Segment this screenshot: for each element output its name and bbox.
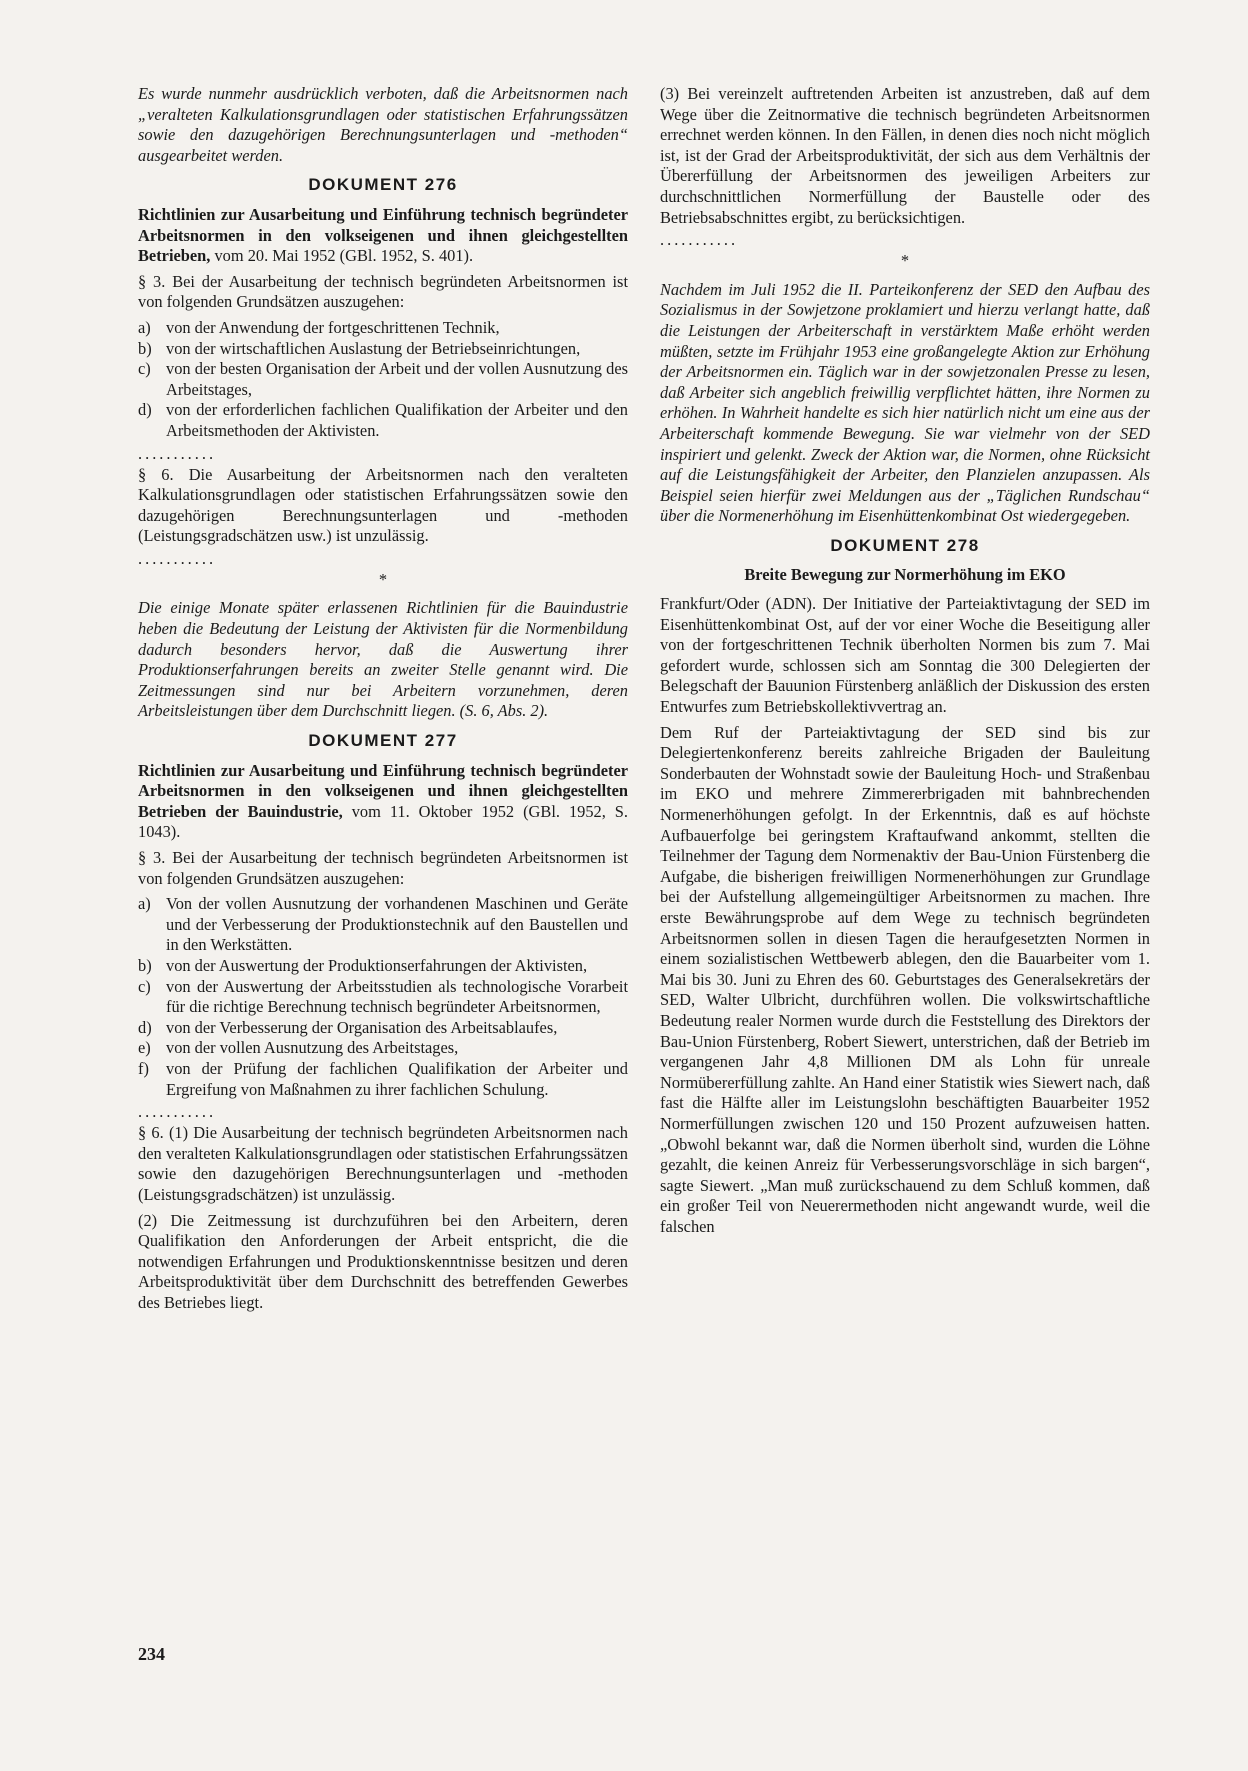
ellipsis-separator: ........... (660, 230, 739, 250)
ellipsis-separator: ........... (138, 1102, 217, 1122)
doc277-s3-list (138, 894, 628, 1100)
doc276-title (138, 205, 628, 267)
heading-dokument-277: DOKUMENT 277 (308, 731, 458, 751)
left-column (138, 84, 628, 1318)
list-item: b) von der wirtschaftlichen Auslastung der Betriebseinrichtungen, (138, 338, 581, 358)
doc278-paragraph-2: Dem Ruf der Parteiaktivtagung der SED sind bis zur Delegiertenkonferenz bereits zahlreiche Brigaden der Bauleitung Sonderbauten der Wohnstadt sowie der Bauleitung Hoch- und Straßenbau im EKO und mehrere Zimmererbrigaden mit bahnbrechenden Normenerhöhungen gefolgt. In der Erkenntnis, daß es auf höchste Aufbauerfolge bei geringstem Kraftaufwand ankommt, stellten die Teilnehmer der Tagung dem Normenaktiv der Bau-Union Fürstenberg die Aufgabe, die bisherigen freiwilligen Normenerhöhungen zur Grundlage bei der Aufstellung allgemeingültiger Arbeitsnormen zu machen. Ihre erste Bewährungsprobe auf dem Wege zu technisch begründeten Arbeitsnormen sollen in diesen Tagen die heraufgesetzten Normen in einem sozialistischen Wettbewerb ablegen, den die Bauarbeiter vom 1. Mai bis 30. Juni zu Ehren des 60. Geburtstages des Generalsekretärs der SED, Walter Ulbricht, durchführen wollen. Die volkswirtschaftliche Bedeutung realer Normen wurde durch die Feststellung des Direktors der Bau-Union Fürstenberg, Robert Siewert, unterstrichen, daß der Betrieb im vergangenen Jahr 4,8 Millionen DM als Lohn für unreale Normübererfüllung zahlte. An Hand einer Statistik wies Siewert nach, daß fast die Hälfte aller im Leistungslohn beschäftigten Bauarbeiter 1952 Normerfüllungen zwischen 120 und 150 Prozent aufzuweisen hatten. „Obwohl bekannt war, daß die Normen überholt sind, wurden die Löhne gezahlt, die keinen Anreiz für Verbesserungsvorschläge in sich bargen“, sagte Siewert. „Man muß zurückschauend zu dem Schluß kommen, daß ein großer Teil von Neuerermethoden nicht angewandt wurde, weil die falschen (660, 722, 1150, 1236)
doc277-s6-2: (2) Die Zeitmessung ist durchzuführen bei den Arbeitern, deren Qualifikation den Anforderungen der Arbeit entspricht, die die notwendigen Erfahrungen und Produktionskenntnisse besitzen und deren Arbeitsproduktivität über dem Durchschnitt des betreffenden Gewerbes des Betriebes liegt. (138, 1210, 628, 1312)
ellipsis-separator: ........... (138, 548, 217, 568)
doc276-s3-list (138, 318, 628, 442)
doc276-title-bold: Richtlinien zur Ausarbeitung und Einführung technisch begründeter Arbeitsnormen in den volkseigenen und ihnen gleichgestellten Betrieben, (138, 204, 628, 266)
page-number: 234 (138, 1644, 165, 1664)
section-asterisk: * (378, 569, 388, 589)
list-item: c) von der Auswertung der Arbeitsstudien als technologische Vorarbeit für die richtige Berechnung technisch begründeter Arbeitsnormen, (138, 976, 628, 1017)
ellipsis-separator: ........... (138, 443, 217, 463)
list-item: e) von der vollen Ausnutzung des Arbeitstages, (138, 1038, 459, 1058)
doc277-title-bold: Richtlinien zur Ausarbeitung und Einführung technisch begründeter Arbeitsnormen in den volkseigenen und ihnen gleichgestellten Betrieben der Bauindustrie, (138, 760, 628, 821)
doc278-subtitle: Breite Bewegung zur Normerhöhung im EKO (744, 565, 1066, 585)
doc277-s6-3: (3) Bei vereinzelt auftretenden Arbeiten ist anzustreben, daß auf dem Wege über die Zeitnormative die technisch begründeten Arbeitsnormen errechnet werden können. In den Fällen, in denen dies noch nicht möglich ist, ist der Grad der Arbeitsproduktivität, der sich aus dem Verhältnis der Übererfüllung der Arbeitsnormen des jeweiligen Arbeiters zur durchschnittlichen Normerfüllung der Baustelle oder des Betriebsabschnittes ergibt, zu berücksichtigen. (660, 84, 1150, 227)
list-item: f) von der Prüfung der fachlichen Qualifikation der Arbeiter und Ergreifung von Maßnahmen zu ihrer fachlichen Schulung. (138, 1058, 628, 1099)
list-item: a) von der Anwendung der fortgeschrittenen Technik, (138, 317, 500, 337)
doc278-paragraph-1: Frankfurt/Oder (ADN). Der Initiative der Parteiaktivtagung der SED im Eisenhüttenkombinat Ost, auf der vor einer Woche die Beseitigung aller von der fortgeschrittenen Technik überholten Normen bis zum 7. Mai gefordert wurde, schlossen sich am Sonntag die 300 Delegierten der Belegschaft der Bauunion Fürstenberg anläßlich der Diskussion des ersten Entwurfes zum Betriebskollektivvertrag an. (660, 594, 1150, 717)
doc277-s6-1: § 6. (1) Die Ausarbeitung der technisch begründeten Arbeitsnormen nach den veralteten Kalkulationsgrundlagen oder statistischen Erfahrungssätzen sowie den dazugehörigen Berechnungsunterlagen und -methoden (Leistungsgradschätzen) ist unzulässig. (138, 1123, 628, 1204)
list-item: a) Von der vollen Ausnutzung der vorhandenen Maschinen und Geräte und der Verbesserung der Produktionstechnik auf den Baustellen und in den Werkstätten. (138, 894, 628, 955)
section-asterisk: * (900, 251, 910, 271)
doc276-title-rest: vom 20. Mai 1952 (GBl. 1952, S. 401). (210, 246, 474, 266)
list-item: b) von der Auswertung der Produktionserfahrungen der Aktivisten, (138, 955, 588, 975)
list-item: d) von der Verbesserung der Organisation des Arbeitsablaufes, (138, 1017, 558, 1037)
doc277-s3-intro: § 3. Bei der Ausarbeitung der technisch begründeten Arbeitsnormen ist von folgenden Grundsätzen auszugehen: (138, 848, 628, 888)
doc276-s6: § 6. Die Ausarbeitung der Arbeitsnormen nach den veralteten Kalkulationsgrundlagen oder statistischen Erfahrungssätzen sowie den dazugehörigen Berechnungsunterlagen und -methoden (Leistungsgradschätzen usw.) ist unzulässig. (138, 464, 628, 546)
intro-paragraph-3: Nachdem im Juli 1952 die II. Parteikonferenz der SED den Aufbau des Sozialismus in der Sowjetzone proklamiert und hierzu verlangt hatte, daß die Leistungen der Arbeiterschaft in verstärktem Maße erhöht werden müßten, setzte im Frühjahr 1953 eine großangelegte Aktion zur Erhöhung der Arbeitsnormen ein. Täglich war in der sowjetzonalen Presse zu lesen, daß Arbeiter sich angeblich freiwillig verpflichtet hätten, ihre Normen zu erhöhen. In Wahrheit handelte es sich hier natürlich nicht um eine aus der Arbeiterschaft kommende Bewegung. Sie war vielmehr von der SED inspiriert und gelenkt. Zweck der Aktion war, die Normen, ohne Rücksicht auf die Leistungsfähigkeit der Arbeiter, den Planzielen anzupassen. Als Beispiel seien hierfür zwei Meldungen aus der „Täglichen Rundschau“ über die Normenerhöhung im Eisenhüttenkombinat Ost wiedergegeben. (660, 279, 1150, 526)
doc276-s3-intro: § 3. Bei der Ausarbeitung der technisch begründeten Arbeitsnormen ist von folgenden Grundsätzen auszugehen: (138, 271, 628, 312)
list-item: c) von der besten Organisation der Arbeit und der vollen Ausnutzung des Arbeitstages, (138, 359, 628, 399)
doc277-title-rest: vom 11. Oktober 1952 (GBl. 1952, S. 1043). (138, 801, 628, 842)
list-item: d) von der erforderlichen fachlichen Qualifikation der Arbeiter und den Arbeitsmethoden der Aktivisten. (138, 400, 628, 440)
doc277-title (138, 761, 628, 843)
intro-paragraph-2: Die einige Monate später erlassenen Richtlinien für die Bauindustrie heben die Bedeutung der Leistung der Aktivisten für die Normenbildung dadurch besonders hervor, daß die Auswertung ihrer Produktionserfahrungen bereits an zweiter Stelle genannt wird. Die Zeitmessungen sind nur bei Arbeitern vorzunehmen, deren Arbeitsleistungen über dem Durchschnitt liegen. (S. 6, Abs. 2). (138, 598, 628, 721)
intro-paragraph-1: Es wurde nunmehr ausdrücklich verboten, daß die Arbeitsnormen nach „veralteten Kalkulationsgrundlagen oder statistischen Erfahrungssätzen sowie den dazugehörigen Berechnungsunterlagen und -methoden“ ausgearbeitet werden. (138, 84, 628, 165)
heading-dokument-278: DOKUMENT 278 (830, 535, 980, 555)
right-column (660, 84, 1150, 1242)
heading-dokument-276: DOKUMENT 276 (308, 175, 458, 195)
